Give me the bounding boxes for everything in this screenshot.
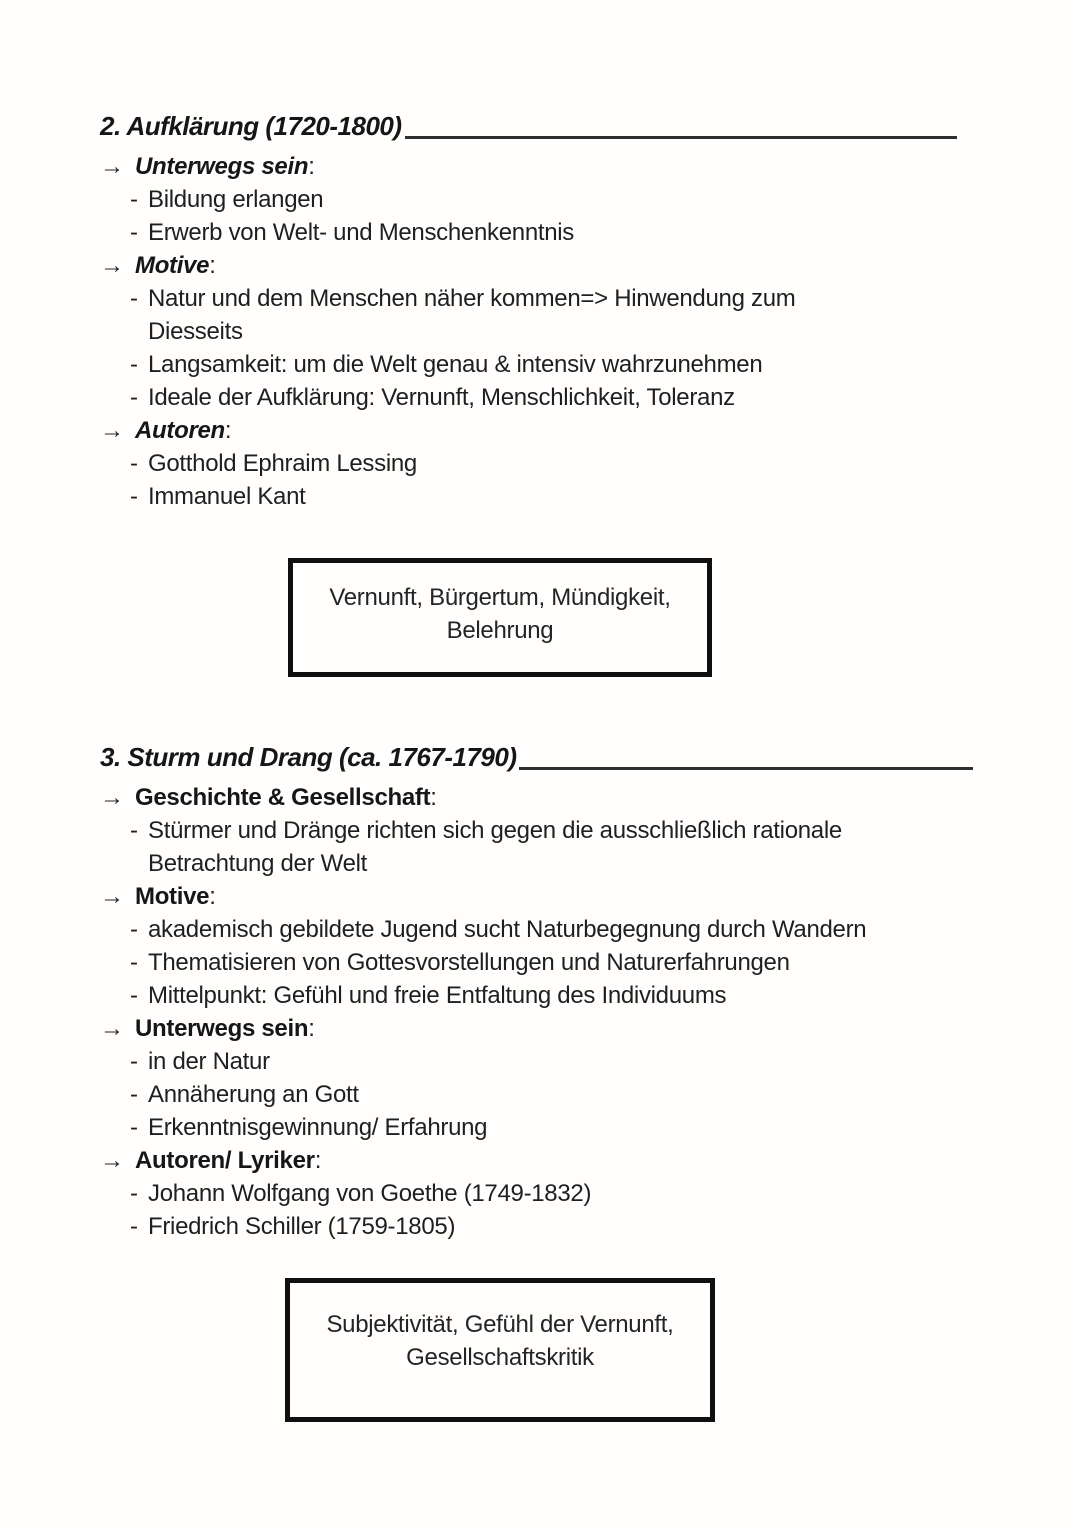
arrow-icon: → (100, 784, 124, 811)
section-heading (100, 106, 957, 146)
list-item-text: Stürmer und Dränge richten sich gegen die ausschließlich rationale (148, 817, 842, 844)
hyphen-bullet: - (130, 384, 138, 411)
group-label-line (100, 1012, 980, 1045)
group-colon: : (224, 417, 232, 444)
list-item-continuation: Diesseits (148, 318, 243, 345)
hyphen-bullet: - (130, 1081, 138, 1108)
group-label-line (100, 781, 980, 814)
list-item-text: akademisch gebildete Jugend sucht Naturbegegnung durch Wandern (148, 916, 867, 943)
list-item (100, 480, 980, 513)
hyphen-bullet: - (130, 351, 138, 378)
keyword-box-line: Subjektivität, Gefühl der Vernunft, (326, 1311, 674, 1338)
arrow-icon: → (100, 153, 124, 180)
group-label-line (100, 414, 980, 447)
list-item (100, 913, 980, 946)
list-item-text: Bildung erlangen (148, 186, 324, 213)
group-colon: : (209, 252, 216, 279)
section-title: 2. Aufklärung (1720-1800) (100, 111, 402, 141)
hyphen-bullet: - (130, 949, 138, 976)
keyword-box-line: Vernunft, Bürgertum, Mündigkeit, (329, 584, 671, 611)
hyphen-bullet: - (130, 1048, 138, 1075)
group-label: Autoren (135, 417, 225, 444)
hyphen-bullet: - (130, 916, 138, 943)
arrow-icon: → (100, 883, 124, 910)
list-item (100, 1045, 980, 1078)
hyphen-bullet: - (130, 285, 138, 312)
group-label-line (100, 880, 980, 913)
list-item-text: Ideale der Aufklärung: Vernunft, Menschlichkeit, Toleranz (148, 384, 735, 411)
group-colon: : (308, 153, 315, 180)
group-label: Motive (135, 883, 210, 910)
section-title: 3. Sturm und Drang (ca. 1767-1790) (100, 742, 517, 772)
group-colon: : (209, 883, 216, 910)
group-label-line (100, 150, 980, 183)
list-item (100, 1210, 980, 1243)
list-item-text: Mittelpunkt: Gefühl und freie Entfaltung des Individuums (148, 982, 727, 1009)
list-item-text: Gotthold Ephraim Lessing (148, 450, 417, 477)
group-label: Unterwegs sein (135, 1015, 309, 1042)
arrow-icon: → (100, 1015, 124, 1042)
heading-underline (405, 136, 957, 139)
section-heading (100, 737, 973, 777)
list-item-text: Friedrich Schiller (1759-1805) (148, 1213, 456, 1240)
list-item-text: Langsamkeit: um die Welt genau & intensiv wahrzunehmen (148, 351, 763, 378)
list-item (100, 946, 980, 979)
list-item (100, 1111, 980, 1144)
list-item (100, 1177, 980, 1210)
arrow-icon: → (100, 1147, 124, 1174)
hyphen-bullet: - (130, 817, 138, 844)
hyphen-bullet: - (130, 219, 138, 246)
list-item-text: Erkenntnisgewinnung/ Erfahrung (148, 1114, 488, 1141)
hyphen-bullet: - (130, 186, 138, 213)
hyphen-bullet: - (130, 483, 138, 510)
group-label-line (100, 249, 980, 282)
group-label: Motive (135, 252, 210, 279)
section-aufklaerung (100, 106, 980, 677)
hyphen-bullet: - (130, 982, 138, 1009)
group-colon: : (308, 1015, 315, 1042)
group-label: Unterwegs sein (135, 153, 309, 180)
hyphen-bullet: - (130, 1114, 138, 1141)
keyword-box (288, 558, 712, 677)
hyphen-bullet: - (130, 450, 138, 477)
list-item-text: Johann Wolfgang von Goethe (1749-1832) (148, 1180, 592, 1207)
list-item-text: in der Natur (148, 1048, 270, 1075)
keyword-box-line: Belehrung (446, 617, 554, 644)
hyphen-bullet: - (130, 1213, 138, 1240)
section-sturm-und-drang (100, 737, 980, 1422)
list-item (100, 348, 980, 381)
group-colon: : (314, 1147, 322, 1174)
keyword-box (285, 1278, 715, 1422)
list-item (100, 1078, 980, 1111)
list-item (100, 216, 980, 249)
list-item-continuation: Betrachtung der Welt (148, 850, 368, 877)
group-label: Geschichte & Gesellschaft (135, 784, 431, 811)
group-colon: : (430, 784, 437, 811)
list-item (100, 381, 980, 414)
list-item (100, 979, 980, 1012)
list-item-text: Erwerb von Welt- und Menschenkenntnis (148, 219, 575, 246)
arrow-icon: → (100, 252, 124, 279)
group-label: Autoren/ Lyriker (135, 1147, 315, 1174)
list-item (100, 282, 980, 315)
list-item-text: Immanuel Kant (148, 483, 306, 510)
heading-underline (519, 767, 973, 770)
hyphen-bullet: - (130, 1180, 138, 1207)
list-item-text: Thematisieren von Gottesvorstellungen und Naturerfahrungen (148, 949, 790, 976)
list-item (100, 814, 980, 847)
keyword-box-line: Gesellschaftskritik (406, 1344, 594, 1371)
arrow-icon: → (100, 417, 124, 444)
list-item (100, 447, 980, 480)
list-item (100, 183, 980, 216)
group-label-line (100, 1144, 980, 1177)
list-item-text: Annäherung an Gott (148, 1081, 359, 1108)
list-item-text: Natur und dem Menschen näher kommen=> Hinwendung zum (148, 285, 796, 312)
